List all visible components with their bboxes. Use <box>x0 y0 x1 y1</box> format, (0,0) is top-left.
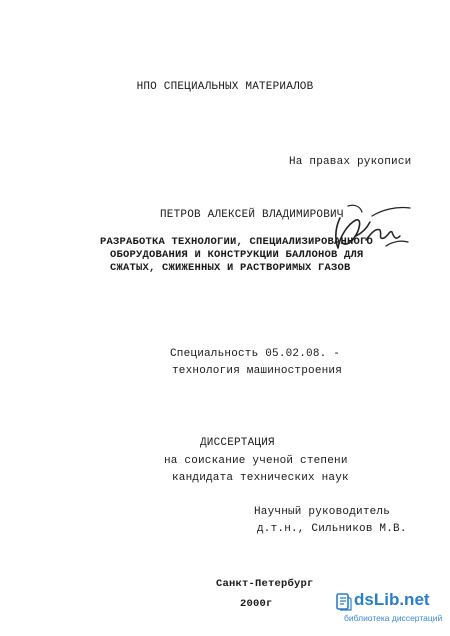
watermark-brand: dsLib.net <box>354 590 430 609</box>
supervisor-name: д.т.н., Сильников М.В. <box>257 523 407 535</box>
watermark-tagline: библиотека диссертаций <box>344 613 443 623</box>
dslib-logo-icon <box>336 593 352 611</box>
title-line-1: РАЗРАБОТКА ТЕХНОЛОГИИ, СПЕЦИАЛИЗИРОВАННОГО <box>100 236 374 248</box>
specialty-code: Специальность 05.02.08. - <box>170 348 341 360</box>
organization-name: НПО СПЕЦИАЛЬНЫХ МАТЕРИАЛОВ <box>136 81 314 93</box>
year: 2000г <box>240 598 273 610</box>
degree-line-1: на соискание ученой степени <box>164 455 348 467</box>
city-name: Санкт-Петербург <box>216 578 314 590</box>
rights-note: На правах рукописи <box>289 156 412 168</box>
degree-line-2: кандидата технических наук <box>172 472 349 484</box>
supervisor-label: Научный руководитель <box>254 506 391 518</box>
title-line-2: ОБОРУДОВАНИЯ И КОНСТРУКЦИИ БАЛЛОНОВ ДЛЯ <box>110 249 364 261</box>
dissertation-heading: ДИССЕРТАЦИЯ <box>200 437 275 449</box>
dslib-watermark[interactable] <box>336 590 448 634</box>
title-line-3: СЖАТЫХ, СЖИЖЕННЫХ И РАСТВОРИМЫХ ГАЗОВ <box>110 262 351 274</box>
specialty-name: технология машиностроения <box>172 365 343 377</box>
author-name: ПЕТРОВ АЛЕКСЕЙ ВЛАДИМИРОВИЧ <box>160 209 344 221</box>
